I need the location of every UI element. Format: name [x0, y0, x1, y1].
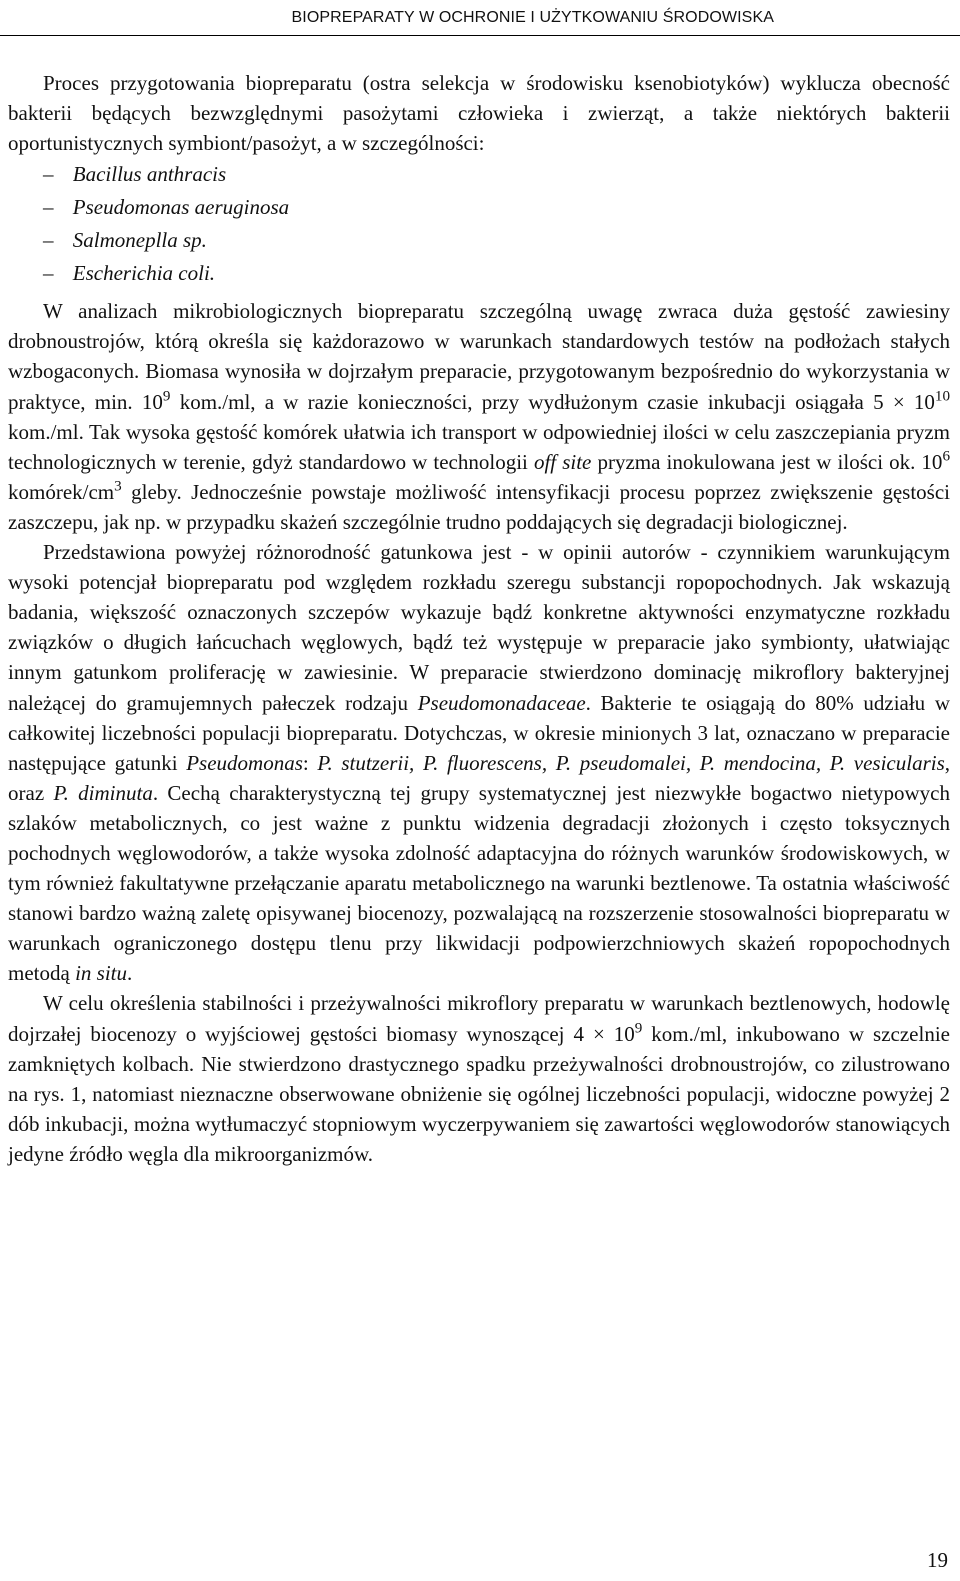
- paragraph-stability: [8, 988, 950, 1169]
- text-run: pryzma inokulowana jest w ilości ok. 10: [591, 449, 943, 474]
- paragraph-diversity: [8, 537, 950, 988]
- list-item: – Salmoneplla sp.: [43, 224, 950, 257]
- text-run: gleby. Jednocześnie powstaje możliwość intensyfikacji procesu poprzez zwiększenie gęstości zaszczepu, jak np. w przypadku skażeń szczególnie trudno poddających się degradacji biologicznej.: [8, 479, 950, 534]
- italic-term: P. diminuta: [53, 780, 153, 805]
- list-item: – Pseudomonas aeruginosa: [43, 191, 950, 224]
- text-run: kom./ml. Tak wysoka gęstość komórek ułatwia ich transport w odpowiedniej ilości w celu zaszczepiania pryzm technologicznych w terenie, gdyż standardowo w technologii: [8, 419, 950, 474]
- exponent: 9: [634, 1020, 643, 1037]
- text-run: :: [302, 750, 318, 775]
- exponent: 9: [162, 388, 171, 405]
- text-run: . Cechą charakterystyczną tej grupy systematycznej jest niezwykłe bogactwo nietypowych szlaków metabolicznych, co jest ważne z punktu widzenia degradacji złożonych i często toksycznych pochodnych węglowodorów, a także wysoka zdolność adaptacyjna do różnych warunków środowiskowych, w tym również fakultatywne przełączanie aparatu metabolicznego na warunki beztlenowe. Ta ostatnia właściwość stanowi bardzo ważną zaletę opisywanej biocenozy, pozwalającą na rozszerzenie stosowalności biopreparatu w warunkach ograniczonego dostępu tlenu przy likwidacji podpowierzchniowych skażeń ropopochodnych metodą: [8, 780, 950, 986]
- paragraph-density: [8, 296, 950, 537]
- list-item: – Escherichia coli.: [43, 257, 950, 290]
- page-number: 19: [927, 1548, 948, 1572]
- text-run: komórek/cm: [8, 479, 115, 504]
- exponent: 10: [934, 388, 950, 405]
- italic-term: Pseudomonadaceae: [417, 690, 586, 715]
- species-list: [8, 158, 950, 290]
- text-run: W celu określenia stabilności i przeżywalności mikroflory preparatu w warunkach beztlenowych, hodowlę dojrzałej biocenozy o wyjściowej gęstości biomasy wynoszącej 4 × 10: [8, 991, 950, 1046]
- body-text: [8, 68, 950, 1169]
- text-run: Przedstawiona powyżej różnorodność gatunkowa jest - w opinii autorów - czynnikiem warunkującym wysoki potencjał biopreparatu pod względem rozkładu szeregu substancji ropopochodnych. Jak wskazują badania, większość oznaczonych szczepów wykazuje bądź konkretne aktywności enzymatyczne rozkładu związków o długich łańcuchach węglowych, bądź też występuje w preparacie jako symbionty, ułatwiając innym gatunkom proliferację w zawiesinie. W preparacie stwierdzono dominację mikroflory bakteryjnej należącej do gramujemnych pałeczek rodzaju: [8, 540, 950, 715]
- text-run: . Bakterie te osiągają do 80% udziału w całkowitej liczebności populacji biopreparatu. Dotychczas, w okresie minionych 3 lat, oznaczano w preparacie następujące gatunki: [8, 690, 950, 775]
- italic-term: Pseudomonas: [186, 750, 303, 775]
- text-run: .: [127, 961, 133, 986]
- italic-term: P. stutzerii, P. fluorescens, P. pseudomalei, P. mendocina, P. vesicularis: [317, 750, 945, 775]
- running-header: [0, 0, 960, 36]
- exponent: 3: [114, 478, 122, 495]
- text-run: kom./ml, inkubowano w szczelnie zamkniętych kolbach. Nie stwierdzono drastycznego spadku przeżywalności drobnoustrojów, co zilustrowano na rys. 1, natomiast nieznaczne obserwowane obniżenie się ogólnej liczebności populacji, widoczne powyżej 2 dób inkubacji, można wytłumaczyć stopniowym wyczerpywaniem się zawartości węglowodorów stanowiących jedyne źródło węgla dla mikroorganizmów.: [8, 1021, 950, 1166]
- paragraph-intro: Proces przygotowania biopreparatu (ostra selekcja w środowisku ksenobiotyków) wyklucza obecność bakterii będących bezwzględnymi pasożytami człowieka i zwierząt, a także niektórych bakterii oportunistycznych symbiont/pasożyt, a w szczególności:: [8, 71, 950, 156]
- text-run: , oraz: [8, 750, 951, 805]
- text-run: W analizach mikrobiologicznych biopreparatu szczególną uwagę zwraca duża gęstość zawiesiny drobnoustrojów, którą określa się każdorazowo w warunkach standardowych testów na podłożach stałych wzbogaconych. Biomasa wynosiła w dojrzałym preparacie, przygotowanym bezpośrednio do wykorzystania w praktyce, min. 10: [8, 299, 950, 414]
- italic-term: in situ: [75, 961, 127, 986]
- italic-term: off site: [533, 449, 592, 474]
- running-title: BIOPREPARATY W OCHRONIE I UŻYTKOWANIU ŚRODOWISKA: [291, 8, 774, 26]
- exponent: 6: [942, 448, 950, 465]
- list-item: – Bacillus anthracis: [43, 158, 950, 191]
- text-run: kom./ml, a w razie konieczności, przy wydłużonym czasie inkubacji osiągała 5 × 10: [170, 389, 935, 414]
